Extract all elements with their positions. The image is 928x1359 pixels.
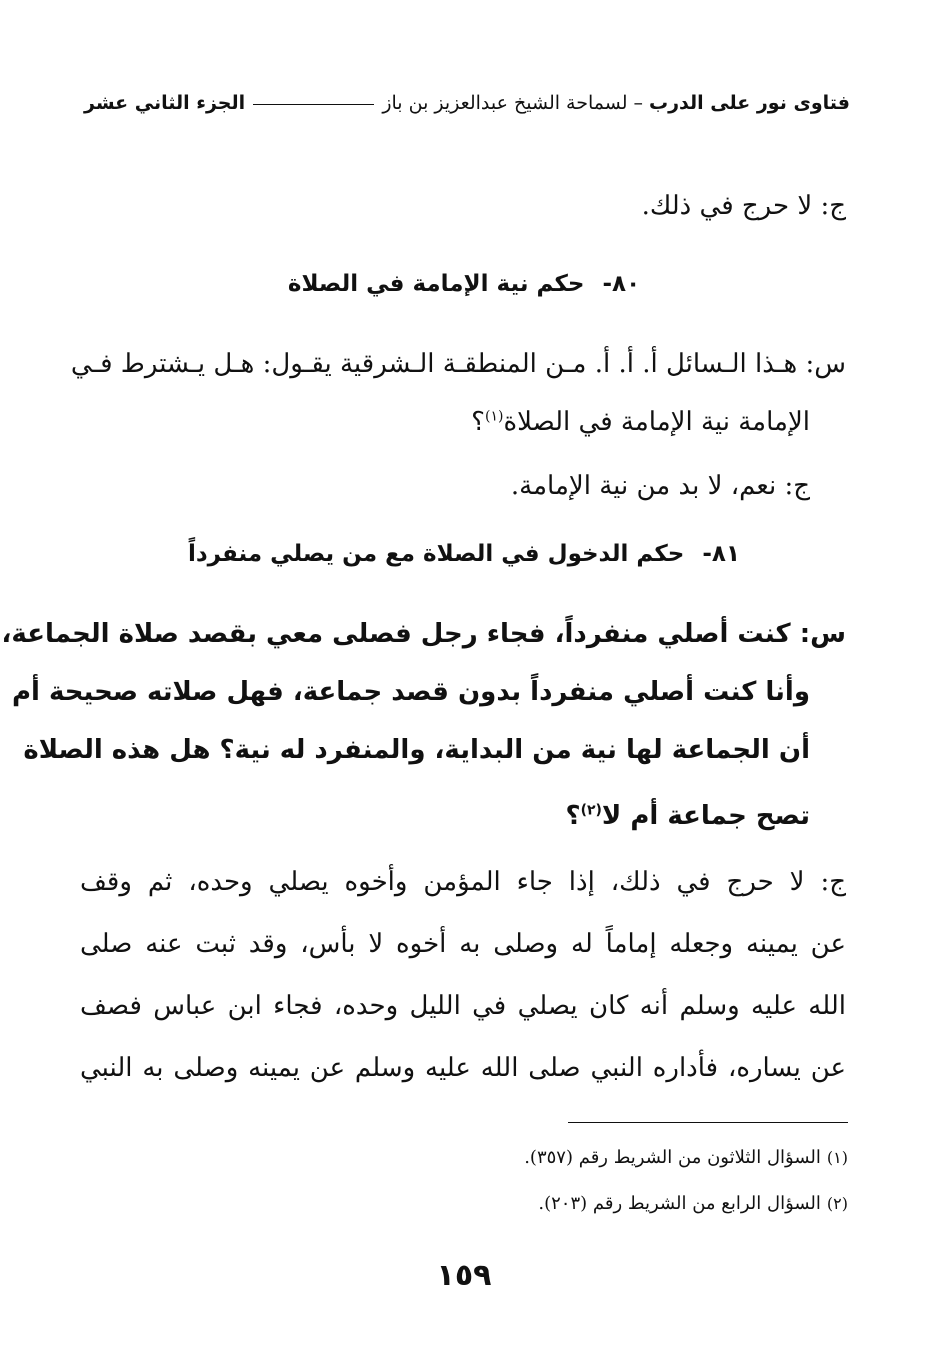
running-header [84, 92, 850, 114]
volume-part: الجزء الثاني عشر [84, 92, 246, 114]
section-number: ٨٠- [602, 271, 641, 297]
answer-line: عن يساره، فأداره النبي صلى الله عليه وسلم عن يمينه وصلى به النبي [80, 1053, 846, 1083]
footnote-ref: (١) [484, 408, 504, 425]
footnote-mark: (١) [826, 1148, 848, 1167]
footnote [80, 1144, 848, 1172]
question-line [80, 402, 810, 442]
answer-line: الله عليه وسلم أنه كان يصلي في الليل وحده، فجاء ابن عباس فصف [80, 991, 846, 1021]
footnote [80, 1190, 848, 1218]
answer-line: ج: لا حرج في ذلك. [641, 191, 846, 221]
section-title: حكم نية الإمامة في الصلاة [287, 271, 585, 297]
answer-line: عن يمينه وجعله إماماً له وصلى به أخوه لا بأس، وقد ثبت عنه صلى [80, 929, 846, 959]
question-text: الإمامة نية الإمامة في الصلاة [503, 407, 810, 437]
footnote-mark: (٢) [826, 1194, 848, 1213]
answer-line: ج: لا حرج في ذلك، إذا جاء المؤمن وأخوه يصلي وحده، ثم وقف [80, 867, 846, 897]
question-line: وأنا كنت أصلي منفرداً بدون قصد جماعة، فهل صلاته صحيحة أم [11, 677, 810, 707]
question-line: س: كنت أصلي منفرداً، فجاء رجل فصلى معي بقصد صلاة الجماعة، [1, 619, 846, 649]
question-mark: ؟ [471, 407, 485, 437]
footnote-rule [568, 1122, 848, 1123]
question-line: أن الجماعة لها نية من البداية، والمنفرد له نية؟ هل هذه الصلاة [23, 735, 810, 765]
question-line [80, 796, 810, 836]
footnote-text: السؤال الثلاثون من الشريط رقم (٣٥٧). [524, 1147, 821, 1168]
footnote-ref: (٢) [580, 802, 602, 819]
answer-line: ج: نعم، لا بد من نية الإمامة. [510, 471, 810, 501]
author-credit: لسماحة الشيخ عبدالعزيز بن باز [382, 92, 628, 114]
section-title: حكم الدخول في الصلاة مع من يصلي منفرداً [187, 541, 685, 567]
section-heading-81 [80, 536, 848, 572]
footnote-text: السؤال الرابع من الشريط رقم (٢٠٣). [538, 1193, 821, 1214]
header-rule [253, 104, 374, 105]
book-title: فتاوى نور على الدرب [649, 92, 850, 114]
section-heading-80 [80, 266, 848, 302]
question-mark: ؟ [565, 801, 581, 831]
question-text: تصح جماعة أم لا [601, 801, 810, 831]
section-number: ٨١- [702, 541, 740, 567]
question-line: س: هـذا الـسائل أ. أ. أ. مـن المنطقـة الـشرقية يقـول: هـل يـشترط فـي [70, 349, 846, 379]
header-separator: – [633, 92, 643, 114]
page-number: ١٥٩ [436, 1258, 492, 1293]
